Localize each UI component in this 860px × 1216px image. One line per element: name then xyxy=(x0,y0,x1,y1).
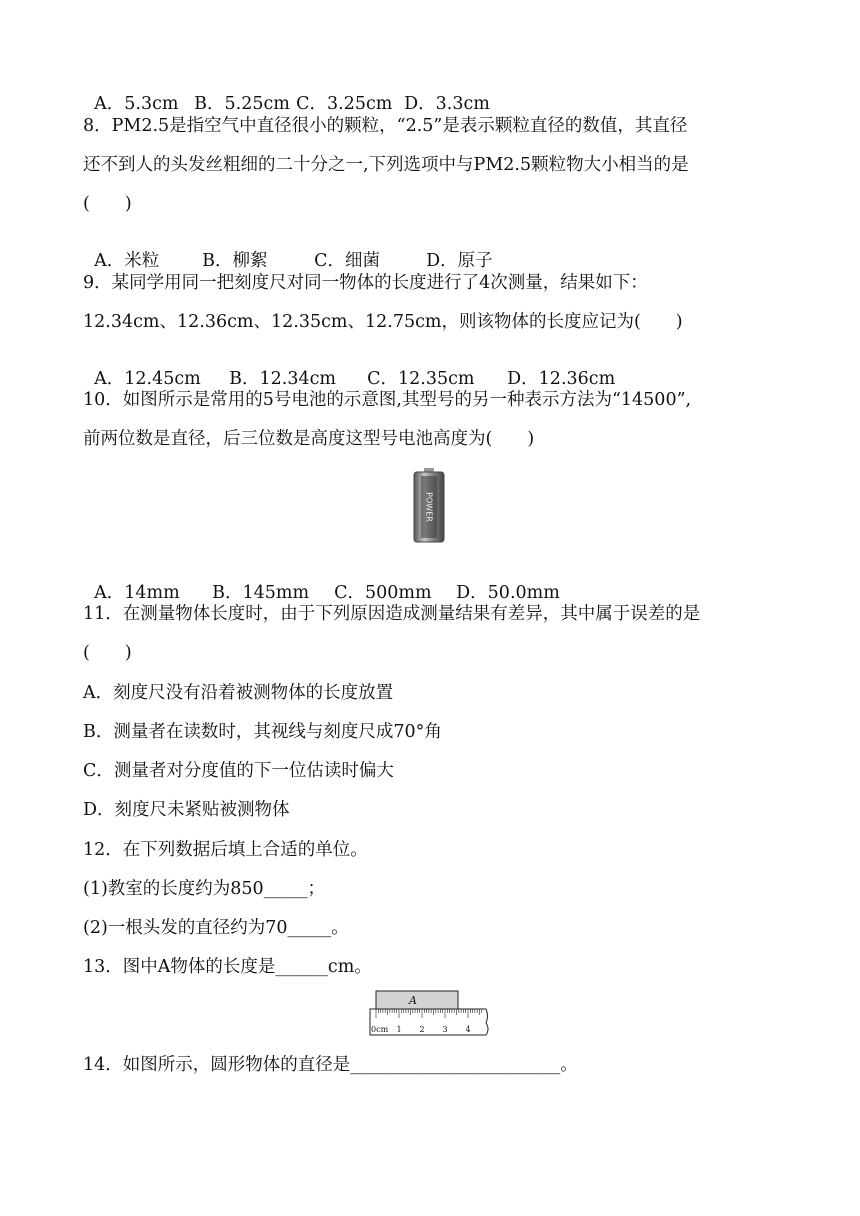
q7-option-a: A．5.3cm xyxy=(94,93,179,114)
ruler-label-1: 1 xyxy=(396,1025,402,1034)
ruler-label-2: 2 xyxy=(419,1025,425,1034)
battery-figure xyxy=(411,468,447,544)
q14-stem: 14．如图所示，圆形物体的直径是________________________。 xyxy=(83,1055,578,1075)
q8-option-b: B．柳絮 xyxy=(202,250,268,271)
q7-options xyxy=(83,78,490,113)
q9-option-a: A．12.45cm xyxy=(94,368,201,389)
block-a-label: A xyxy=(409,994,417,1007)
q7-option-c: C．3.25cm xyxy=(296,93,393,114)
q11-option-a: A．刻度尺没有沿着被测物体的长度放置 xyxy=(83,683,394,703)
q11-stem: 11．在测量物体长度时，由于下列原因造成测量结果有差异，其中属于误差的是 xyxy=(83,604,701,624)
q10-option-b: B．145mm xyxy=(212,582,310,603)
q7-option-d: D．3.3cm xyxy=(404,93,490,114)
q8-stem-line2: 还不到人的头发丝粗细的二十分之一,下列选项中与PM2.5颗粒物大小相当的是 xyxy=(83,155,689,175)
q8-options xyxy=(83,235,493,270)
q9-stem-line1: 9．某同学用同一把刻度尺对同一物体的长度进行了4次测量，结果如下： xyxy=(83,273,648,293)
q9-option-b: B．12.34cm xyxy=(229,368,336,389)
q9-options xyxy=(83,353,615,388)
q10-option-c: C．500mm xyxy=(334,582,432,603)
q10-option-d: D．50.0mm xyxy=(456,582,560,603)
q9-stem-line2: 12.34cm、12.36cm、12.35cm、12.75cm，则该物体的长度应记为( ) xyxy=(83,312,683,332)
q13-stem: 13．图中A物体的长度是______cm。 xyxy=(83,957,372,977)
ruler-label-3: 3 xyxy=(442,1025,448,1034)
q12-part1: (1)教室的长度约为850_____； xyxy=(83,879,325,899)
q10-options xyxy=(83,567,560,602)
q12-stem: 12．在下列数据后填上合适的单位。 xyxy=(83,840,368,860)
q11-option-d: D．刻度尺未紧贴被测物体 xyxy=(83,800,290,820)
q11-option-b: B．测量者在读数时，其视线与刻度尺成70°角 xyxy=(83,722,442,742)
q11-option-c: C．测量者对分度值的下一位估读时偏大 xyxy=(83,761,394,781)
q7-option-b: B．5.25cm xyxy=(194,93,290,114)
ruler-label-4: 4 xyxy=(465,1025,471,1034)
block-a xyxy=(376,991,458,1009)
q8-stem-line1: 8．PM2.5是指空气中直径很小的颗粒，“2.5”是表示颗粒直径的数值，其直径 xyxy=(83,116,688,136)
q10-stem-line1: 10．如图所示是常用的5号电池的示意图,其型号的另一种表示方法为“14500”, xyxy=(83,390,692,410)
battery-brand-text: POWER xyxy=(424,492,434,522)
q9-option-c: C．12.35cm xyxy=(367,368,475,389)
q10-stem-line2: 前两位数是直径，后三位数是高度这型号电池高度为( ) xyxy=(83,429,535,449)
q8-option-d: D．原子 xyxy=(426,250,493,271)
q8-answer-blank: ( ) xyxy=(83,194,132,214)
ruler-label-0cm: 0cm xyxy=(371,1025,389,1034)
q11-answer-blank: ( ) xyxy=(83,643,132,663)
ruler-figure xyxy=(368,990,492,1038)
q8-option-a: A．米粒 xyxy=(94,250,160,271)
q8-option-c: C．细菌 xyxy=(314,250,381,271)
q12-part2: (2)一根头发的直径约为70_____。 xyxy=(83,918,349,938)
q9-option-d: D．12.36cm xyxy=(507,368,616,389)
q10-option-a: A．14mm xyxy=(94,582,180,603)
